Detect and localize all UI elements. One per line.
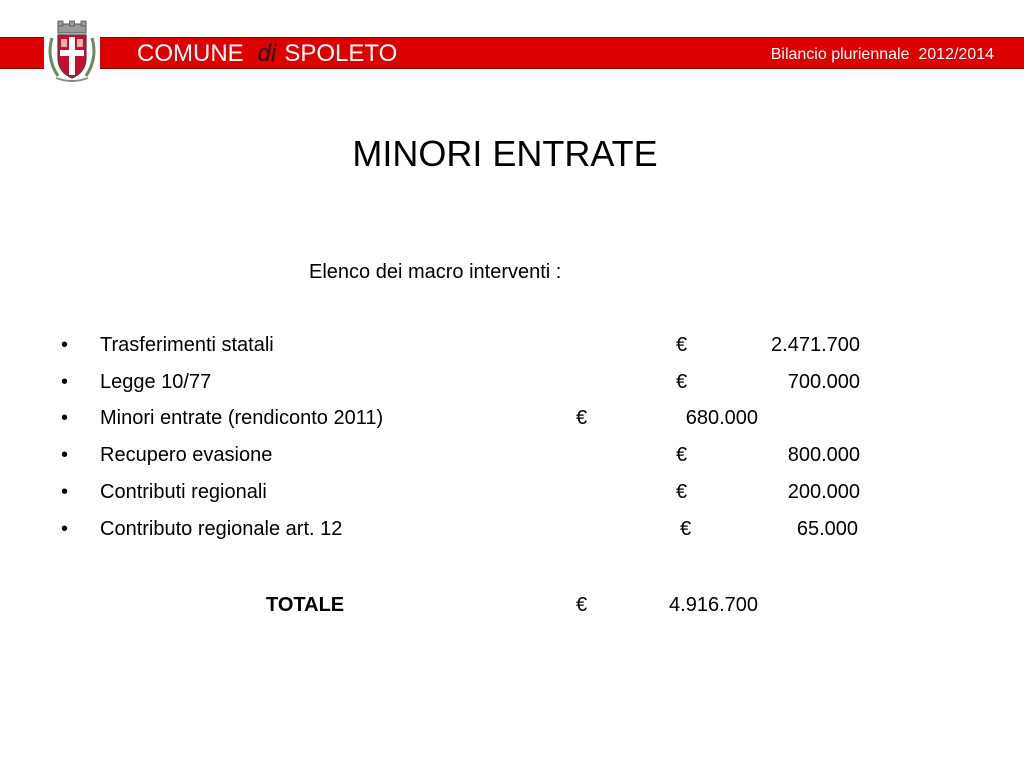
- list-item: [0, 371, 1024, 401]
- item-amount: 200.000: [787, 481, 860, 503]
- item-currency: €: [576, 407, 588, 429]
- header-title-comune: COMUNE: [137, 40, 244, 67]
- list-item: [0, 407, 1024, 437]
- total-label: TOTALE: [266, 594, 345, 616]
- bullet: •: [61, 481, 69, 503]
- item-amount: 800.000: [787, 444, 860, 466]
- total-amount: 4.916.700: [669, 594, 758, 616]
- item-amount: 680.000: [685, 407, 758, 429]
- list-item: [0, 481, 1024, 511]
- item-label: Contributi regionali: [100, 481, 267, 503]
- item-amount: 2.471.700: [771, 334, 860, 356]
- bullet: •: [61, 444, 69, 466]
- item-label: Contributo regionale art. 12: [100, 518, 343, 540]
- item-amount: 65.000: [796, 518, 858, 540]
- bullet: •: [61, 407, 69, 429]
- header-title-city: SPOLETO: [284, 40, 398, 67]
- header-budget-label: Bilancio pluriennale 2012/2014: [770, 46, 994, 63]
- item-currency: €: [676, 371, 688, 393]
- item-label: Minori entrate (rendiconto 2011): [100, 407, 384, 429]
- coat-of-arms-icon: [44, 20, 100, 84]
- list-item: [0, 518, 1024, 548]
- bullet: •: [61, 334, 69, 356]
- list-item: [0, 334, 1024, 364]
- item-label: Trasferimenti statali: [100, 334, 274, 356]
- item-currency: €: [680, 518, 692, 540]
- list-item: [0, 444, 1024, 474]
- item-amount: 700.000: [787, 371, 860, 393]
- item-currency: €: [676, 444, 688, 466]
- item-currency: €: [676, 334, 688, 356]
- slide-title: MINORI ENTRATE: [352, 133, 658, 174]
- header-title-di: di: [257, 40, 277, 67]
- header-title: [137, 40, 397, 68]
- total-currency: €: [576, 594, 588, 616]
- item-label: Legge 10/77: [100, 371, 212, 393]
- bullet: •: [61, 518, 69, 540]
- bullet: •: [61, 371, 69, 393]
- item-label: Recupero evasione: [100, 444, 273, 466]
- item-currency: €: [676, 481, 688, 503]
- slide-subtitle: Elenco dei macro interventi :: [309, 261, 562, 283]
